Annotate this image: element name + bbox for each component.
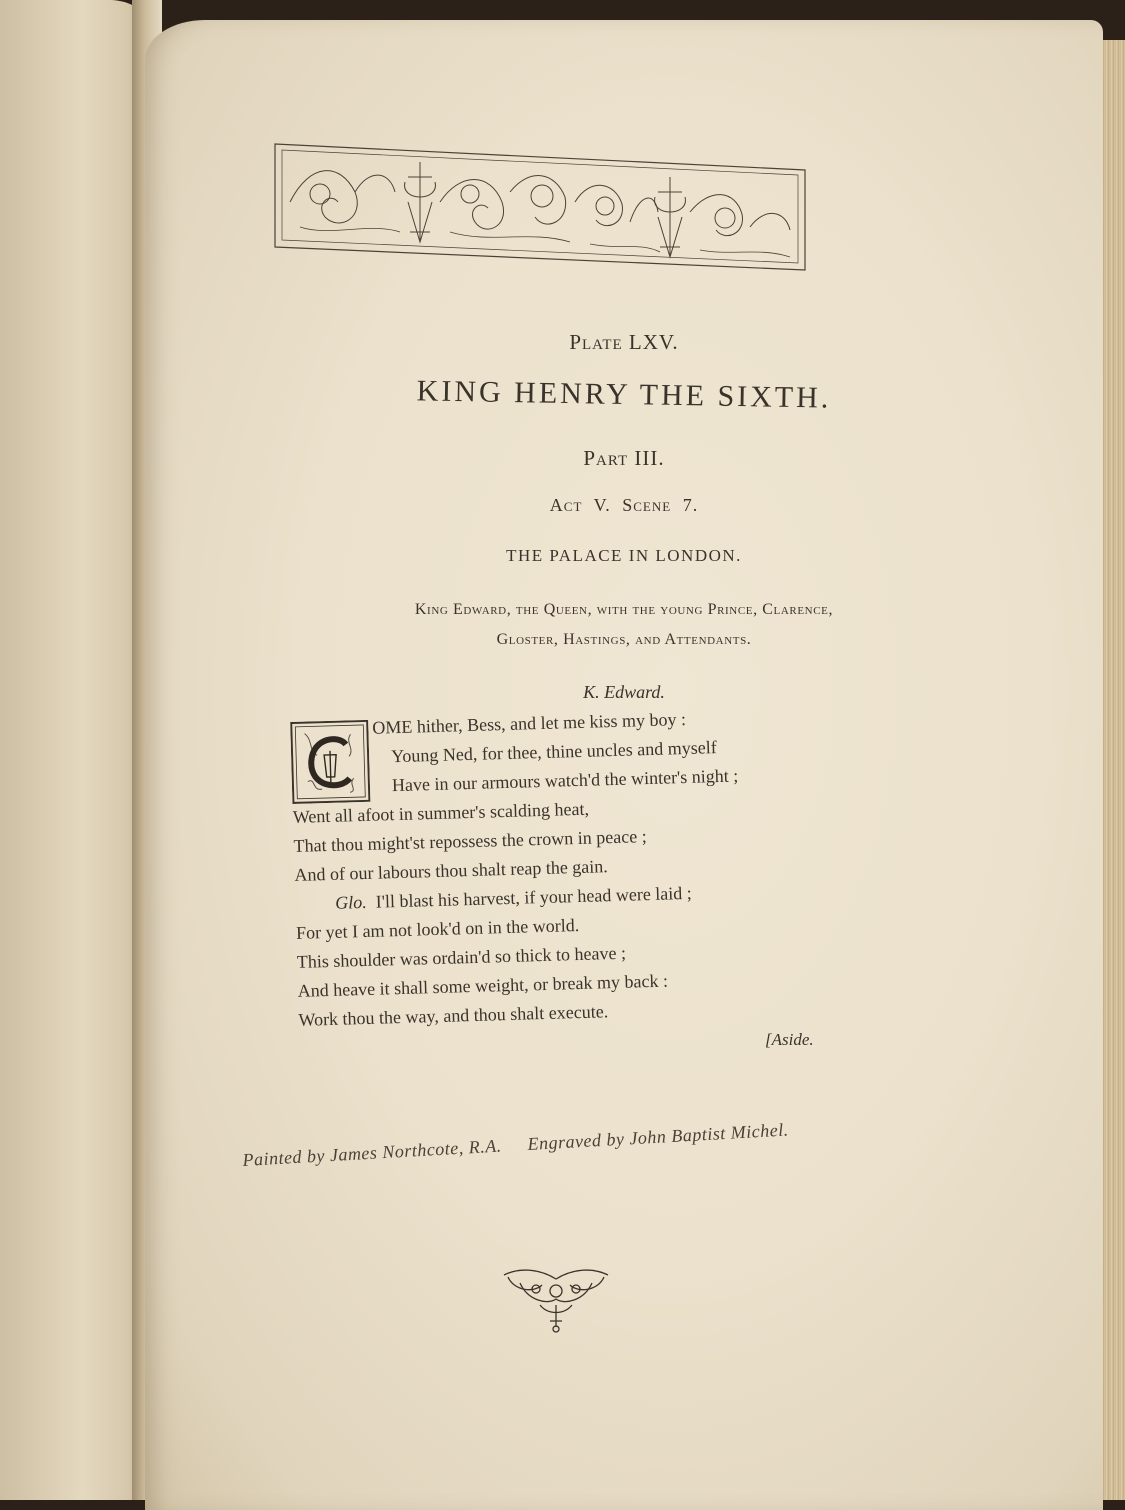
scene-setting: THE PALACE IN LONDON. [506,546,742,565]
verse-line: And of our labours thou shalt reap the gain. [294,856,609,885]
verse-block [290,701,839,1035]
act-label: Act V. [549,495,611,515]
painter-credit: Painted by James Northcote, R.A. [242,1135,503,1170]
dramatis-personae [145,595,1103,655]
glo-speaker: Glo. [334,891,368,913]
act-scene [145,495,1103,516]
engraver-credit: Engraved by John Baptist Michel. [527,1119,790,1155]
verse-line: This shoulder was ordain'd so thick to heave ; [296,942,627,972]
verse-line: Went all afoot in summer's scalding heat, [292,798,590,827]
personae-line-2: Gloster, Hastings, and Attendants. [496,631,752,648]
ornamental-tailpiece [500,1265,612,1335]
drop-cap-c [290,720,370,804]
part-number: Part III. [583,446,665,470]
ornamental-headpiece [270,132,810,272]
plate-number: Plate LXV. [569,330,679,354]
glo-line: I'll blast his harvest, if your head were laid ; [375,882,693,912]
verse-line: Work thou the way, and thou shalt execute. [298,1001,609,1030]
verse-line: Have in our armours watch'd the winter's night ; [391,765,739,796]
stage-direction: [Aside. [765,1030,814,1049]
play-title: KING HENRY THE SIXTH. [416,374,832,415]
speaker-name: K. Edward. [583,682,665,702]
verse-line: OME hither, Bess, and let me kiss my boy : [372,708,687,738]
verse-line: That thou might'st repossess the crown in peace ; [293,826,647,856]
personae-line-1: King Edward, the Queen, with the young Prince, Clarence, [414,601,834,618]
left-facing-page [0,0,150,1500]
verse-line: And heave it shall some weight, or break my back : [297,970,669,1001]
verse-line: Young Ned, for thee, thine uncles and myself [390,737,717,767]
verse-line: For yet I am not look'd on in the world. [295,915,580,943]
scene-label: Scene 7. [622,495,699,515]
